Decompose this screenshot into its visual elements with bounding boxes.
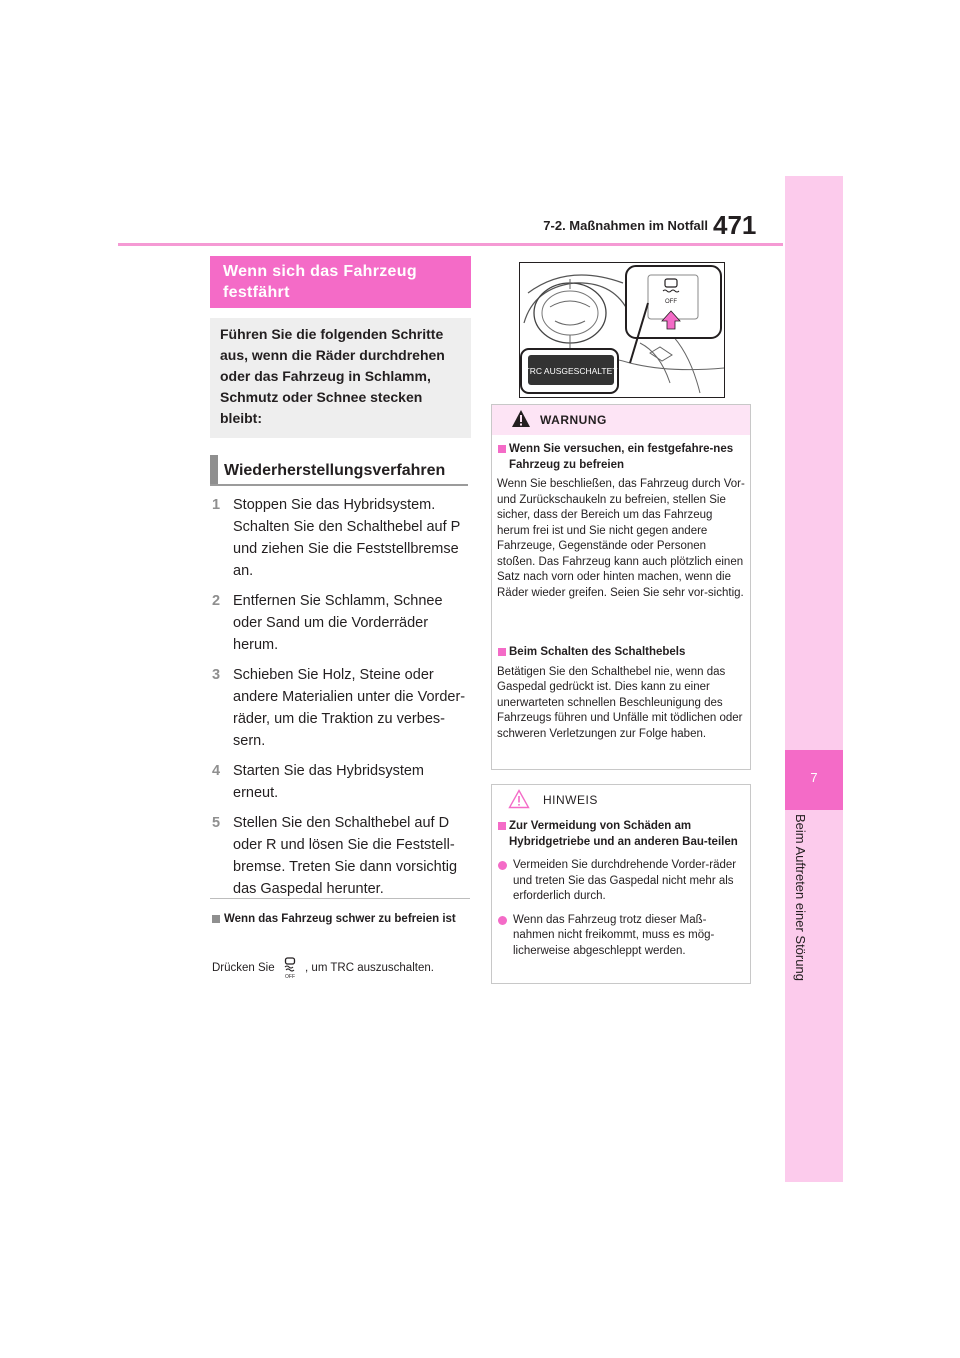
section-title: 7-2. Maßnahmen im Notfall [543,218,708,233]
button-off-label: OFF [665,299,677,305]
hint-bullet-text: Wenn das Fahrzeug trotz dieser Maß-nahmen nicht freikommt, muss es mög-licherweise abgeschleppt werden. [513,913,715,957]
warning-subheading-text: Beim Schalten des Schalthebels [509,646,686,658]
procedure-subheading-text: Wiederherstellungsverfahren [224,462,446,479]
step-text: Entfernen Sie Schlamm, Schnee oder Sand um die Vorderräder herum. [233,593,443,653]
intro-box: Führen Sie die folgenden Schritte aus, wenn die Räder durchdrehen oder das Fahrzeug in Schlamm, Schmutz oder Schnee stecken bleibt: [210,318,471,438]
hint-content [497,819,745,959]
square-bullet-icon [498,445,506,453]
caution-triangle-icon [508,789,530,809]
list-item [497,858,745,905]
dashboard-illustration [519,262,725,398]
chapter-title: Beim Auftreten einer Störung [793,814,808,981]
hint-subheading-text: Zur Vermeidung von Schäden am Hybridgetriebe und an anderen Bau-teilen [509,820,738,848]
divider [210,898,470,899]
trc-off-callout: TRC AUSGESCHALTET [524,366,618,376]
warning-subheading [497,442,745,473]
note-text-after: , um TRC auszuschalten. [305,962,434,975]
warning-subheading [497,645,745,661]
list-item [212,760,470,804]
list-item [212,812,470,900]
step-number: 5 [212,815,221,831]
section-heading: Wenn sich das Fahrzeug festfährt [210,256,471,308]
note-heading-text: Wenn das Fahrzeug schwer zu befreien ist [224,913,456,925]
warning-section [497,645,745,742]
step-number: 2 [212,593,221,609]
square-bullet-icon [498,648,506,656]
procedure-subheading [210,455,468,486]
step-text: Schieben Sie Holz, Steine oder andere Materialien unter die Vorder-räder, um die Traktion zu verbes-sern. [233,667,466,749]
round-bullet-icon [498,916,507,925]
step-number: 4 [212,763,221,779]
svg-text:OFF: OFF [284,974,295,979]
header-rule [118,243,783,246]
hint-bullet-text: Vermeiden Sie durchdrehende Vorder-räder und treten Sie das Gaspedal nicht mehr als erforderlich durch. [513,859,737,902]
step-text: Stoppen Sie das Hybridsystem. Schalten Sie den Schalthebel auf P und ziehen Sie die Feststellbremse an. [233,497,461,579]
step-number: 3 [212,667,221,683]
page-number: 471 [713,210,757,240]
square-bullet-icon [212,915,220,923]
hint-title: HINWEIS [543,793,598,807]
warning-text: Betätigen Sie den Schalthebel nie, wenn das Gaspedal gedrückt ist. Dies kann zu einer unerwarteten schnellen Beschleunigung des Fahrzeugs führen und Unfälle mit tödlichen oder schweren Verletzungen zur Folge haben. [497,665,743,740]
chapter-side-tab [785,176,843,1182]
warning-text: Wenn Sie beschließen, das Fahrzeug durch Vor- und Zurückschaukeln zu befreien, stellen Sie sicher, dass der Bereich um das Fahrzeug herum frei ist und Sie nicht gegen andere Fahrzeuge, Gegenstände oder Personen stoßen. Das Fahrzeug kann auch plötzlich einen Satz nach vorn oder hinten machen, wenn die Räder wieder greifen. Seien Sie sehr vor-sichtig. [497,478,745,599]
list-item [497,913,745,960]
warning-triangle-icon [511,409,531,428]
list-item [212,494,470,582]
step-number: 1 [212,497,221,513]
round-bullet-icon [498,861,507,870]
note-heading [212,912,470,926]
hint-subheading [497,819,745,850]
list-item [212,664,470,752]
note-text-before: Drücken Sie [212,962,275,975]
warning-section [497,442,745,601]
note-text [212,957,470,979]
square-bullet-icon [498,822,506,830]
step-text: Starten Sie das Hybridsystem erneut. [233,763,424,801]
warning-subheading-text: Wenn Sie versuchen, ein festgefahre-nes Fahrzeug zu befreien [509,443,734,471]
dashboard-drawing [520,263,724,397]
chapter-number-tab: 7 [785,750,843,810]
step-text: Stellen Sie den Schalthebel auf D oder R und lösen Sie die Feststell-bremse. Treten Sie dann vorsichtig das Gaspedal herunter. [233,815,458,897]
warning-title: WARNUNG [540,413,607,427]
step-list [212,494,470,908]
list-item [212,590,470,656]
trc-off-icon [282,957,298,979]
